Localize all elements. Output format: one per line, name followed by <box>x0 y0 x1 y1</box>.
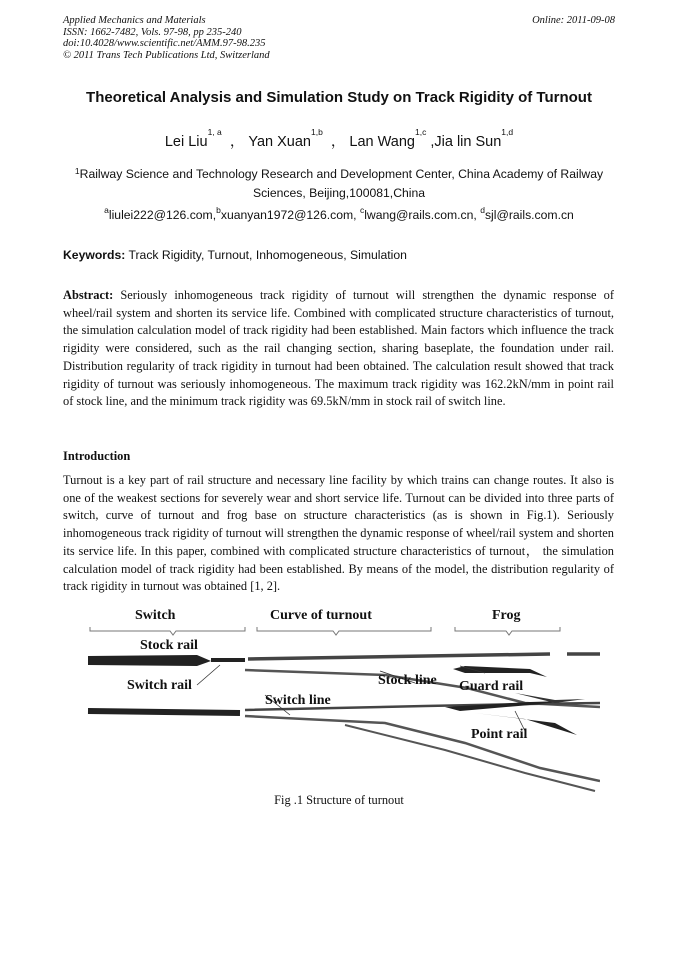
author-name: Yan Xuan <box>248 134 311 150</box>
email-list <box>0 205 678 222</box>
figure-caption: Fig .1 Structure of turnout <box>274 793 404 807</box>
author-sup: 1,b <box>311 127 323 137</box>
author-list: Lei Liu$^{1, a}$ ， Yan Xuan$^{1,b}$ ， Lan Wang$^{1,c}$ ,Jia lin Sun$^{1,d}$ <box>164 127 514 150</box>
curved-rail-lower-2 <box>345 725 595 791</box>
author-sup: 1,c <box>414 127 427 137</box>
keywords <box>63 248 407 262</box>
paper-title: Theoretical Analysis and Simulation Study on Track Rigidity of Turnout <box>86 89 592 106</box>
copyright: © 2011 Trans Tech Publications Ltd, Switzerland <box>63 49 270 61</box>
affiliation-sup: 1 <box>74 166 80 176</box>
frog-wing <box>445 701 565 711</box>
frog-nose <box>515 693 585 703</box>
straight-rail-top <box>248 654 550 659</box>
label-frog: Frog <box>492 608 521 623</box>
turnout-diagram <box>85 603 600 793</box>
label-switch-line: Switch line <box>265 693 331 708</box>
email-sup: d <box>480 205 485 215</box>
turnout-figure <box>85 603 600 793</box>
affiliation <box>63 165 615 203</box>
introduction-text: Turnout is a key part of rail structure and necessary line facility by which trains can change routes. It also is one of the weakest sections for severely wear and short service life. Turnout can be divided into three parts of switch, curve of turnout and frog base on structure characteristics (as is shown in Fig.1). Seriously inhomogeneous track rigidity of turnout will strengthen the dynamic response of wheel/rail system and shorten its service life. In this paper, combined with complicated structure characteristics of turnout， the simulation calculation model of track rigidity had been established. By means of the model, the distribution regularity of track rigidity in turnout was obtained [1, 2]. <box>63 473 614 594</box>
label-switch-rail: Switch rail <box>127 678 192 693</box>
label-stock-line: Stock line <box>378 673 437 688</box>
email-sup: a <box>104 205 109 215</box>
author-name: Lei Liu <box>164 134 208 150</box>
abstract-label: Abstract: <box>63 288 114 302</box>
email-address[interactable]: sjl@rails.com.cn <box>484 208 574 222</box>
online-date: Online: 2011-09-08 <box>532 15 615 26</box>
affiliation-text: Railway Science and Technology Research and Development Center, China Academy of Railway Sciences, Beijing,100081,China <box>79 167 604 200</box>
stock-rail-shape <box>88 655 211 666</box>
abstract-text: Seriously inhomogeneous track rigidity of turnout will strengthen the dynamic response of wheel/rail system and shorten its service life. Combined with complicated structure characteristics of turnout, the simulation calculation model of track rigidity had been established. Main factors which influence the track rigidity were considered, such as the rail changing section, sharing baseplate, the foundation under rail. Distribution regularity of track rigidity in turnout had been obtained. The calculation result showed that track rigidity of turnout was seriously inhomogeneous. The maximum track rigidity was 162.2kN/mm in point rail of stock line, and the minimum track rigidity was 69.5kN/mm in stock rail of switch line. <box>63 288 614 409</box>
author-sup: 1,d <box>501 127 514 137</box>
label-point-rail: Point rail <box>471 727 528 742</box>
label-stock-rail: Stock rail <box>140 638 198 653</box>
label-curve: Curve of turnout <box>270 608 372 623</box>
email-address[interactable]: xuanyan1972@126.com, <box>220 208 357 222</box>
section-heading: Introduction <box>63 449 131 463</box>
author-sup: 1, a <box>207 127 222 137</box>
journal-header <box>63 15 270 61</box>
label-guard-rail: Guard rail <box>459 679 524 694</box>
lower-stock-rail <box>88 711 240 713</box>
email-address[interactable]: lwang@rails.com.cn, <box>364 208 477 222</box>
author-name: Lan Wang <box>349 134 415 150</box>
doi: doi:10.4028/www.scientific.net/AMM.97-98.235 <box>63 38 266 49</box>
keywords-label: Keywords: <box>63 248 126 262</box>
abstract <box>63 287 614 411</box>
keywords-text: Track Rigidity, Turnout, Inhomogeneous, Simulation <box>128 248 407 262</box>
email-sup: c <box>359 205 365 215</box>
email-sup: b <box>216 205 221 215</box>
author-name: Jia lin Sun <box>434 134 502 150</box>
curved-rail-lower-1 <box>245 716 600 781</box>
issn: ISSN: 1662-7482, Vols. 97-98, pp 235-240 <box>63 26 242 38</box>
journal-name: Applied Mechanics and Materials <box>63 15 206 26</box>
section-braces <box>90 627 560 635</box>
email-address[interactable]: liulei222@126.com, <box>108 208 217 222</box>
label-switch: Switch <box>135 608 176 623</box>
